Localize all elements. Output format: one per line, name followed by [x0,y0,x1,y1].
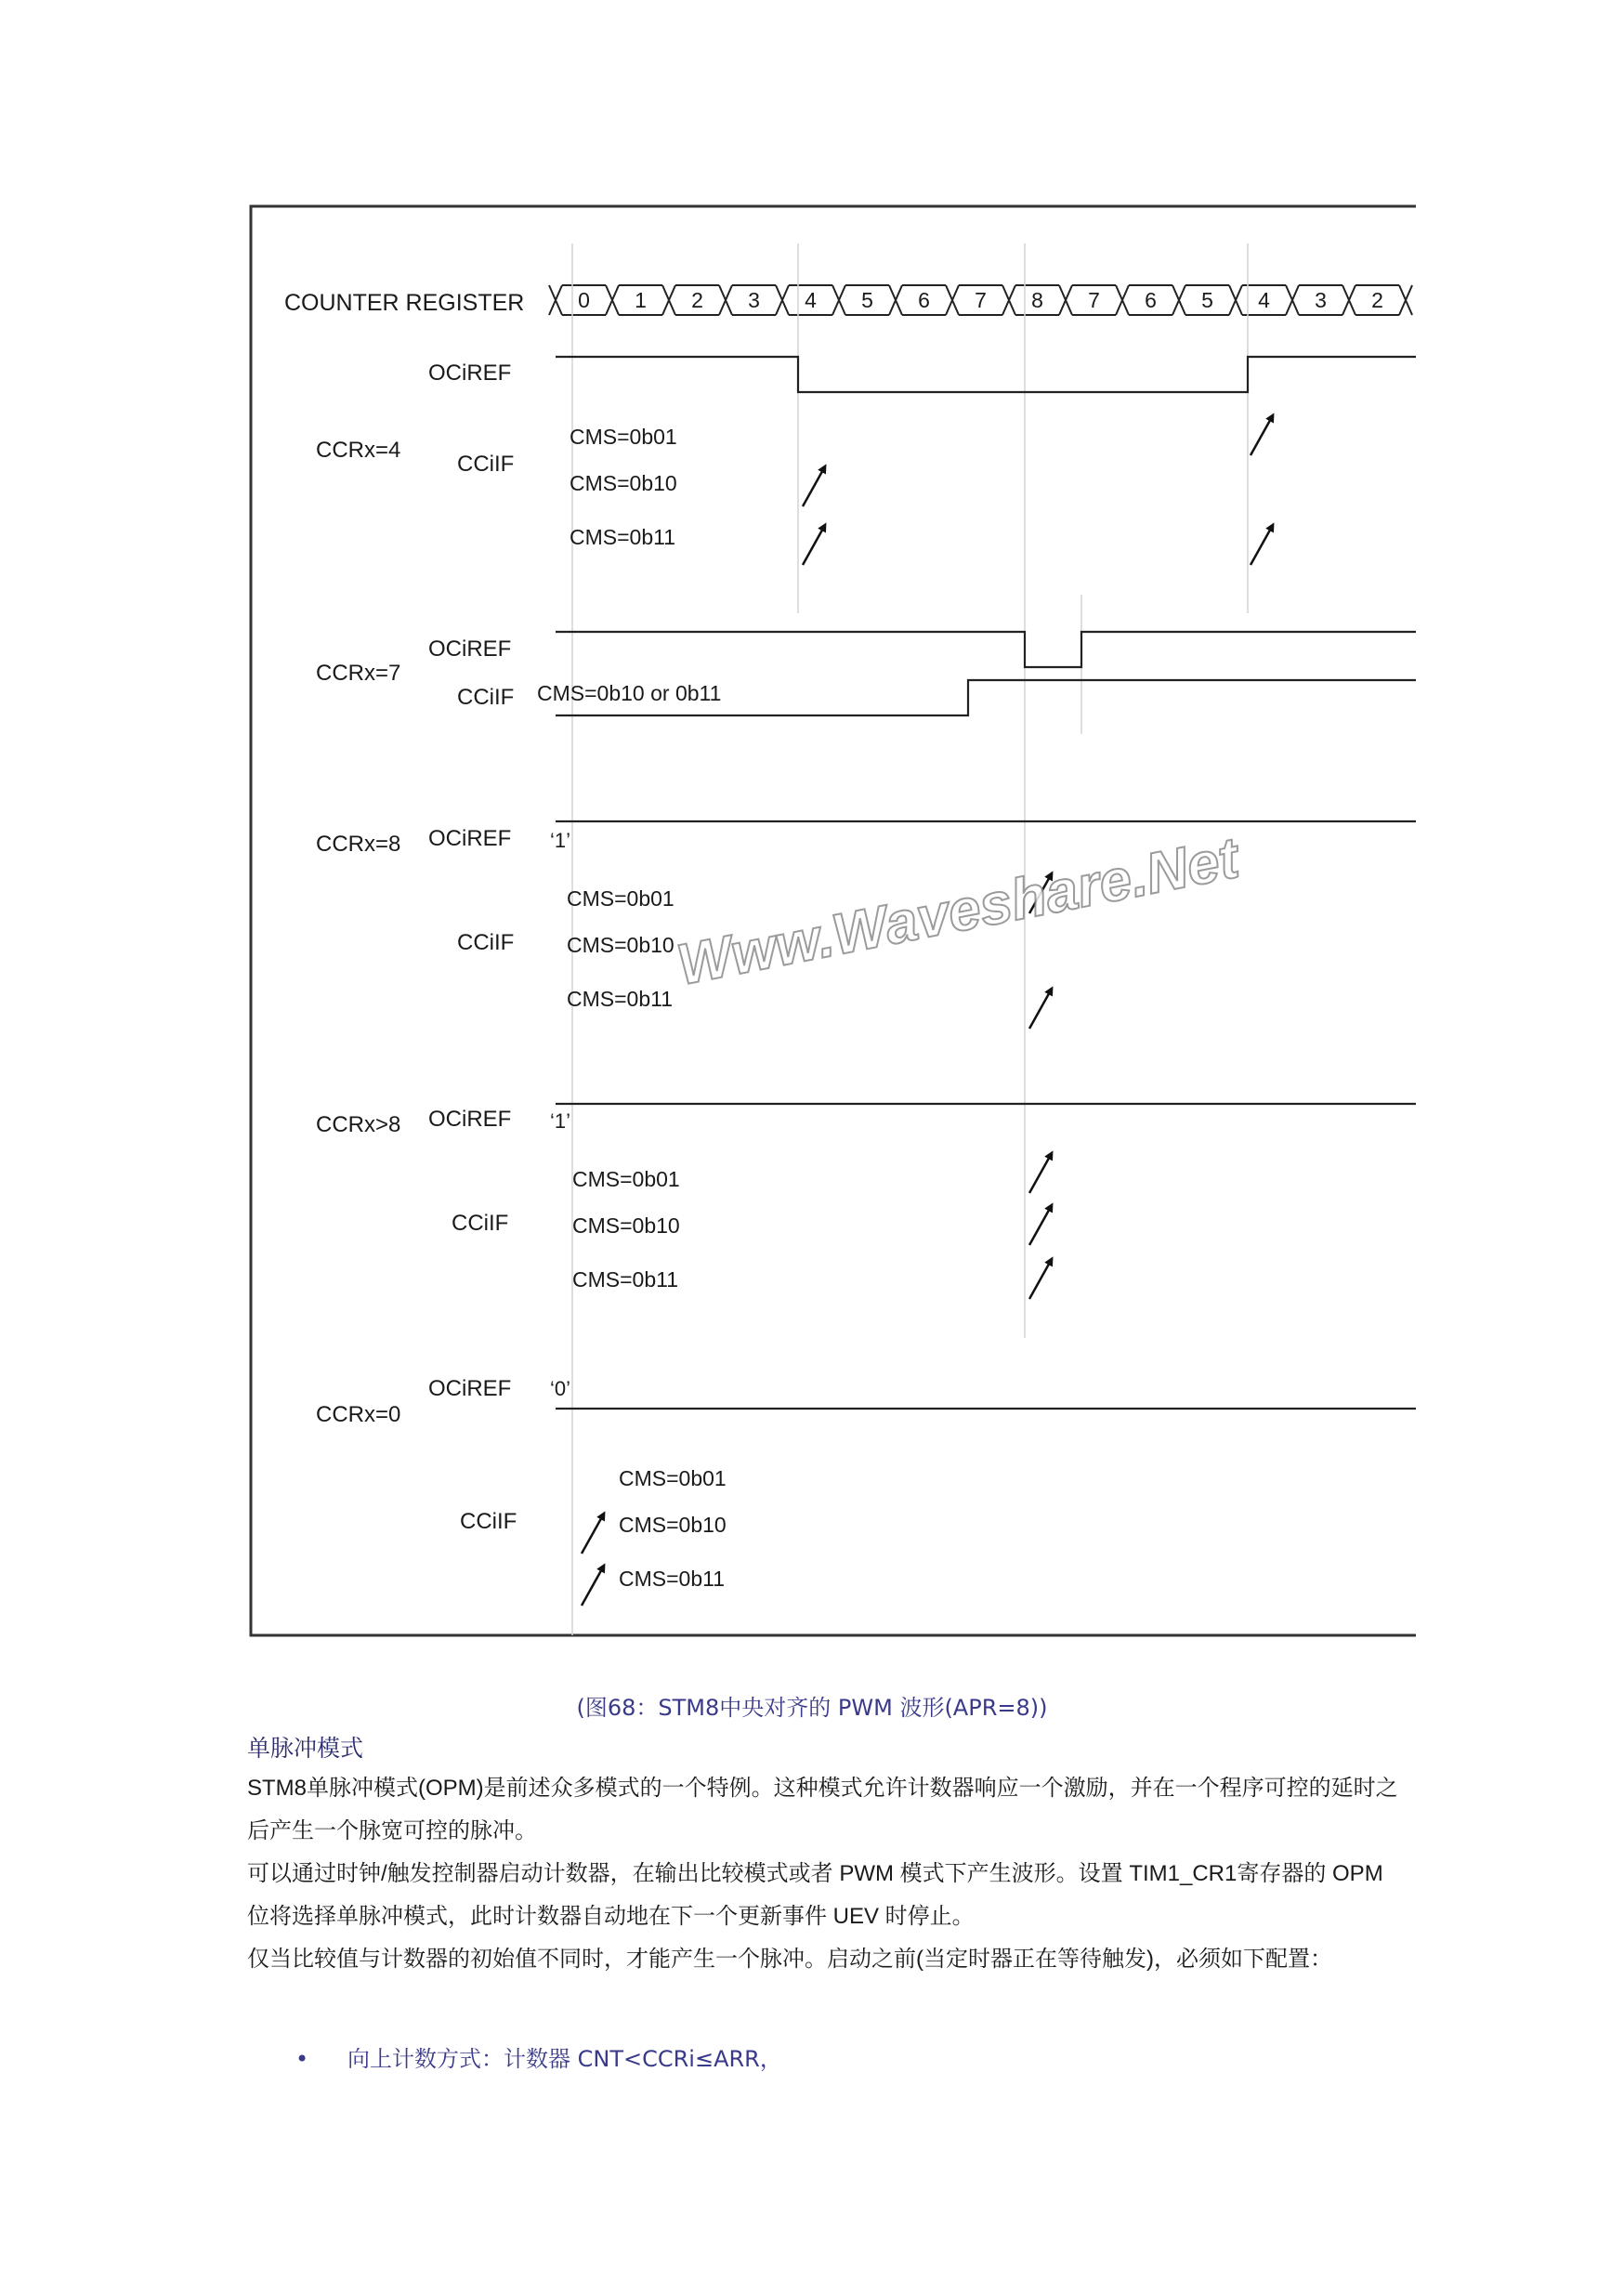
ccif-label-4: CCiIF [457,452,515,477]
cms-label-0-c: CMS=0b11 [619,1567,726,1591]
flag-arrow [1251,415,1273,455]
counter-register-cells [549,285,1412,315]
counter-register-label: COUNTER REGISTER [284,290,525,316]
ccif-label-0: CCiIF [460,1509,517,1534]
flag-arrow [1251,525,1273,565]
flag-arrow [1029,989,1052,1029]
ocref-waveform-ccr7 [556,632,1416,667]
cms-label-gt8-a: CMS=0b01 [572,1167,680,1191]
ccif-label-gt8: CCiIF [452,1211,509,1236]
ccr-label-4: CCRx=4 [316,438,401,463]
flag-arrow [1029,1259,1052,1299]
flag-arrow [582,1514,604,1554]
cms-label-gt8-c: CMS=0b11 [572,1267,679,1292]
counter-value: 0 [578,288,590,312]
bullet-marker: • [295,2046,309,2072]
ccr-label-7: CCRx=7 [316,661,401,686]
ccif-label-8: CCiIF [457,930,515,955]
counter-value: 2 [1371,288,1383,312]
level-label-0: ‘0’ [550,1377,571,1400]
ocref-label-gt8: OCiREF [428,1107,512,1132]
ocref-waveform-ccr4 [556,357,1416,392]
figure-caption: (图68：STM8中央对齐的 PWM 波形(APR=8)) [576,1695,1048,1721]
counter-value: 8 [1031,288,1043,312]
counter-value: 5 [1201,288,1213,312]
bullet-text: 向上计数方式：计数器 CNT<CCRi≤ARR， [347,2046,782,2072]
counter-value: 3 [1315,288,1327,312]
cms-label-0-a: CMS=0b01 [619,1466,727,1490]
cms-label-gt8-b: CMS=0b10 [572,1213,680,1238]
cms-label-8-a: CMS=0b01 [567,886,674,911]
counter-value: 4 [1258,288,1270,312]
counter-value: 4 [805,288,817,312]
counter-value: 2 [691,288,703,312]
counter-value: 1 [635,288,647,312]
paragraph: STM8单脉冲模式(OPM)是前述众多模式的一个特例。这种模式允许计数器响应一个激励，并在一个程序可控的延时之后产生一个脉宽可控的脉冲。 [247,1776,1398,1843]
flag-arrow [803,466,825,506]
cms-label-4-c: CMS=0b11 [570,525,676,549]
cms-label-0-b: CMS=0b10 [619,1513,727,1537]
ocref-label-4: OCiREF [428,361,512,386]
paragraph: 可以通过时钟/触发控制器启动计数器，在输出比较模式或者 PWM 模式下产生波形。设置 TIM1_CR1寄存器的 OPM 位将选择单脉冲模式，此时计数器自动地在下一个更新事件 UEV 时停止。 [247,1861,1383,1929]
ccr-label-0: CCRx=0 [316,1402,401,1427]
flag-arrow [1029,1205,1052,1245]
cms-label-4-a: CMS=0b01 [570,425,677,449]
cms-label-8-c: CMS=0b11 [567,987,674,1011]
watermark: Www.Waveshare.Net [672,825,1244,998]
ocref-label-8: OCiREF [428,826,512,851]
ccr-label-8: CCRx=8 [316,832,401,857]
level-label-gt8: ‘1’ [550,1109,571,1133]
counter-value: 6 [918,288,930,312]
cms-label-8-b: CMS=0b10 [567,933,674,957]
counter-value: 3 [748,288,760,312]
bullet-item [295,2040,782,2073]
counter-value: 7 [1088,288,1100,312]
ccif-label-7: CCiIF [457,685,515,710]
ocref-label-7: OCiREF [428,636,512,662]
ccr-label-gt8: CCRx>8 [316,1112,401,1137]
paragraph: 仅当比较值与计数器的初始值不同时，才能产生一个脉冲。启动之前(当定时器正在等待触发)，必须如下配置： [247,1947,1332,1972]
flag-arrow [803,525,825,565]
flag-arrow [582,1566,604,1606]
cms-label-7: CMS=0b10 or 0b11 [537,681,722,705]
flag-arrow [1029,1153,1052,1193]
counter-value: 7 [975,288,987,312]
ocref-label-0: OCiREF [428,1376,512,1401]
counter-value: 5 [861,288,873,312]
section-heading: 单脉冲模式 [247,1735,364,1762]
counter-value: 6 [1145,288,1157,312]
level-label-8: ‘1’ [550,829,571,852]
cms-label-4-b: CMS=0b10 [570,471,677,495]
